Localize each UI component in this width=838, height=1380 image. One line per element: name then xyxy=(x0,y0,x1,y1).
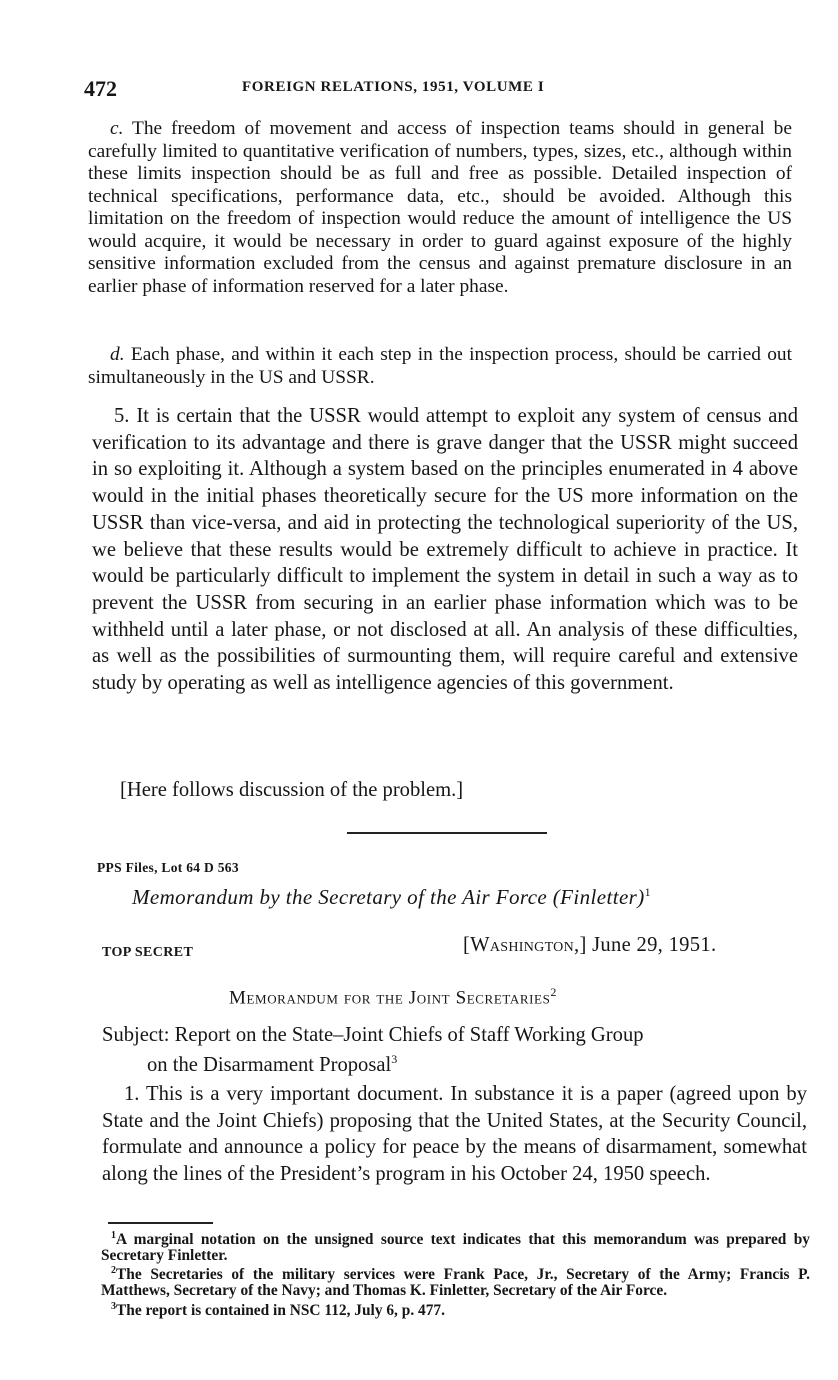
footnote-ref-3: 3 xyxy=(391,1052,398,1066)
dateline-place: [Washington,] xyxy=(463,934,587,956)
footnote-number: 2 xyxy=(111,1265,116,1277)
paragraph-c-text: The freedom of movement and access of inspection teams should in general be carefully limited to quantitative verification of numbers, types, sizes, etc., although within these limits inspection should be as full and free as possible. Detailed inspection of technical specifications, performance data, etc., should be avoided. Although this limitation on the freedom of inspection would reduce the amount of intelligence the US would acquire, it would be necessary in order to guard against exposure of the highly sensitive information excluded from the census and against premature disclosure in an earlier phase of information reserved for a later phase. xyxy=(88,118,792,297)
memo-title-text: Memorandum by the Secretary of the Air Force (Finletter) xyxy=(132,885,645,909)
paragraph-d xyxy=(88,344,792,389)
dateline xyxy=(463,934,716,957)
item-label-d: d. xyxy=(110,344,125,365)
footnote xyxy=(101,1299,810,1319)
memo-paragraph-1: 1. This is a very important document. In substance it is a paper (agreed upon by State and the Joint Chiefs) proposing that the United States, at the Security Council, formulate and announce a policy for peace by the means of disarmament, somewhat along the lines of the President’s program in his October 24, 1950 speech. xyxy=(102,1083,807,1186)
footnotes xyxy=(101,1228,810,1318)
paragraph-d-text: Each phase, and within it each step in the inspection process, should be carried out simultaneously in the US and USSR. xyxy=(88,344,792,388)
subject-text-line2: on the Disarmament Proposal xyxy=(147,1053,392,1076)
footnote-text: The Secretaries of the military services were Frank Pace, Jr., Secretary of the Army; Francis P. Matthews, Secretary of the Navy; and Thomas K. Finletter, Secretary of the Air Force. xyxy=(101,1266,810,1300)
page-number: 472 xyxy=(84,76,117,101)
footnote xyxy=(101,1263,810,1298)
item-label-c: c. xyxy=(110,118,124,139)
memo-heading xyxy=(229,985,557,1009)
footnote-divider xyxy=(108,1222,213,1224)
paragraph-c xyxy=(88,118,792,298)
subject-text-line1: Report on the State–Joint Chiefs of Staff Working Group xyxy=(174,1024,644,1046)
paragraph-5: 5. It is certain that the USSR would attempt to exploit any system of census and verification to its advantage and there is grave danger that the USSR might succeed in so exploiting it. Although a system based on the principles enumerated in 4 above would in the initial phases theoretically secure for the US more information on the USSR than vice-versa, and aid in protecting the technological superiority of the US, we believe that these results would be extremely difficult to achieve in practice. It would be particularly difficult to implement the system in detail in such a way as to prevent the USSR from securing in an earlier phase information which was to be withheld until a later phase, or not disclosed at all. An analysis of these difficulties, as well as the possibilities of surmounting them, will require careful and extensive study by operating as well as intelligence agencies of this government. xyxy=(92,405,798,695)
classification-label: TOP SECRET xyxy=(102,945,194,960)
subject-label: Subject: xyxy=(102,1024,170,1046)
memo-heading-text: Memorandum for the Joint Secretaries xyxy=(229,987,551,1009)
subject-text-line2-wrap xyxy=(102,1047,807,1077)
footnote-number: 3 xyxy=(111,1300,116,1312)
dateline-date: June 29, 1951. xyxy=(592,934,717,956)
editorial-note: [Here follows discussion of the problem.] xyxy=(120,779,464,801)
running-title: FOREIGN RELATIONS, 1951, VOLUME I xyxy=(242,79,545,95)
file-reference: PPS Files, Lot 64 D 563 xyxy=(97,860,239,875)
footnote-ref-1: 1 xyxy=(644,885,652,899)
memo-title xyxy=(132,885,651,910)
footnote-text: The report is contained in NSC 112, July 6, p. 477. xyxy=(116,1301,445,1319)
footnote xyxy=(101,1228,810,1263)
page-header xyxy=(84,76,796,102)
section-divider xyxy=(347,832,547,834)
footnote-text: A marginal notation on the unsigned source text indicates that this memorandum was prepared by Secretary Finletter. xyxy=(101,1231,810,1264)
subject-line xyxy=(102,1023,807,1077)
footnote-ref-2: 2 xyxy=(550,985,558,999)
footnote-number: 1 xyxy=(111,1230,116,1241)
